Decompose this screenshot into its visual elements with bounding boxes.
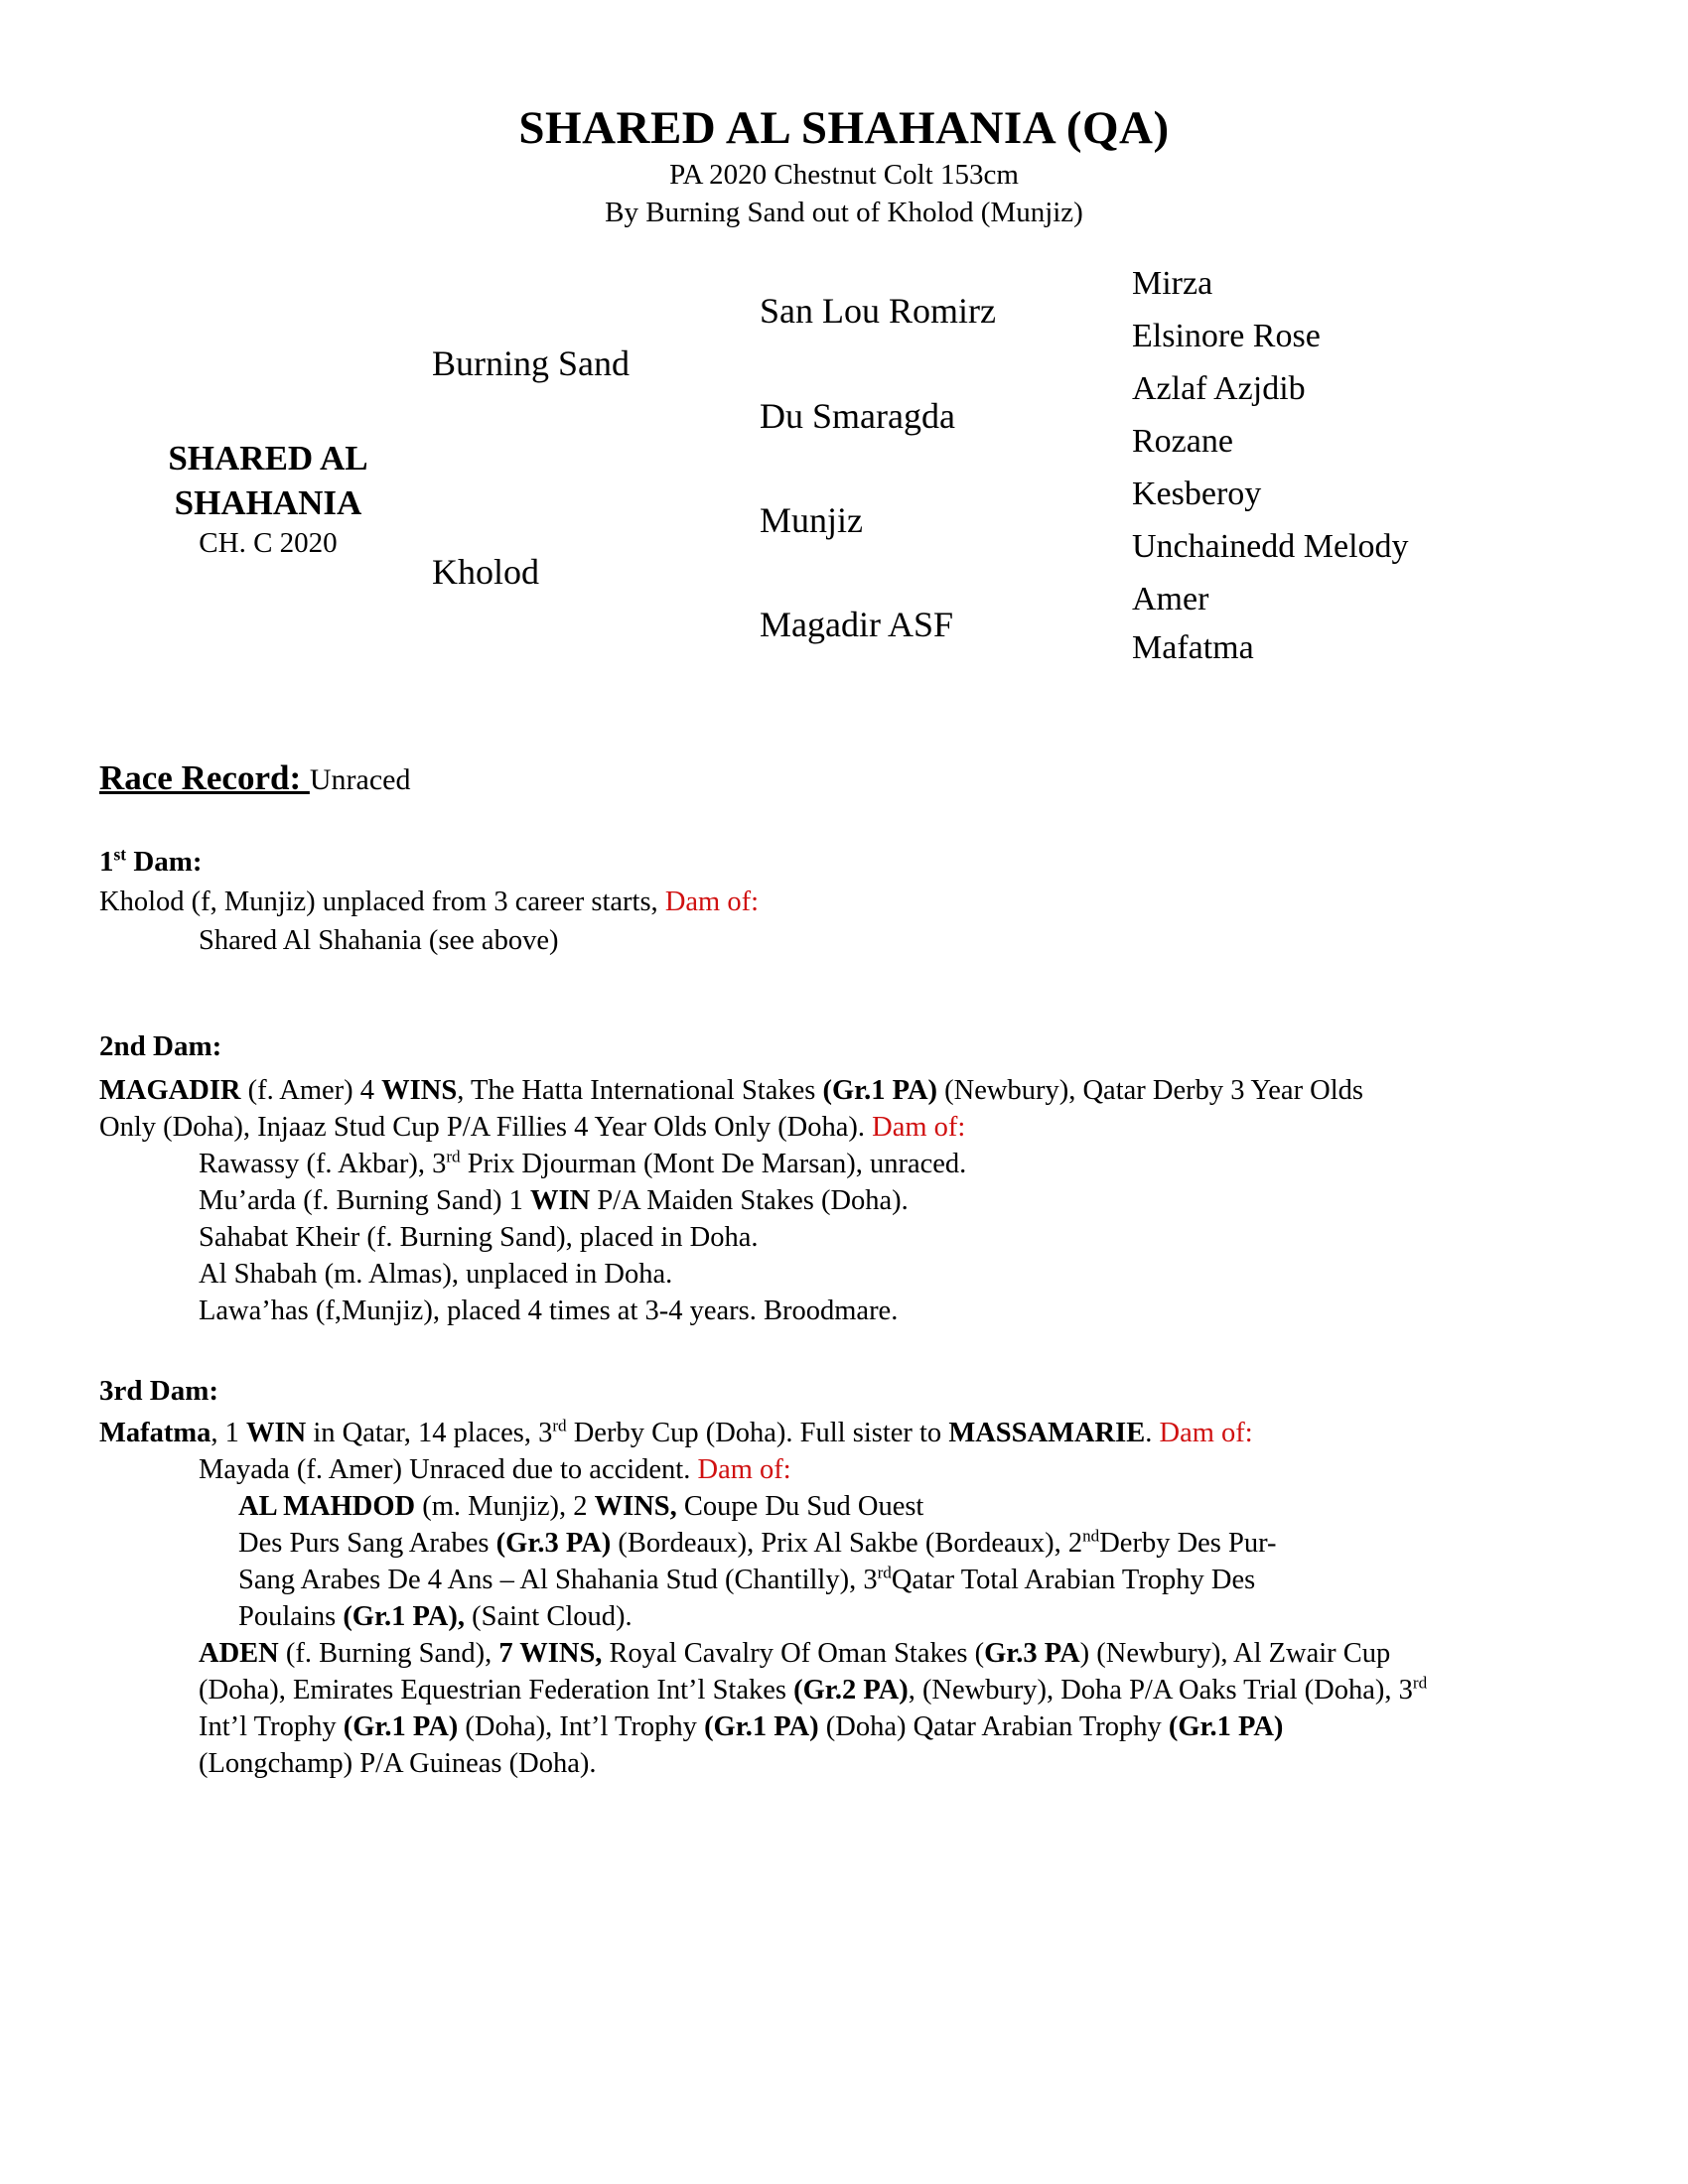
horse-name-line1: SHARED AL [168,439,368,478]
horse-info: CH. C 2020 [199,527,338,559]
aden-line2: (Doha), Emirates Equestrian Federation Int’l Stakes (Gr.2 PA), (Newbury), Doha P/A Oaks Trial (Doha), 3rd [199,1673,1428,1706]
second-dam-offspring: Sahabat Kheir (f. Burning Sand), placed in Doha. [199,1222,759,1253]
race-record [99,758,410,798]
race-record-label: Race Record: [99,758,310,797]
second-dam-heading: 2nd Dam: [99,1030,222,1062]
gen4-ancestor: Mafatma [1132,629,1254,666]
second-dam-offspring: Al Shabah (m. Almas), unplaced in Doha. [199,1259,673,1290]
gen4-ancestor: Kesberoy [1132,476,1262,512]
first-dam-heading: 1st Dam: [99,844,203,878]
dam-name: Kholod [432,552,539,592]
first-dam-offspring: Shared Al Shahania (see above) [199,925,559,956]
race-record-value: Unraced [309,763,411,796]
gen4-ancestor: Elsinore Rose [1132,318,1321,354]
aden-line3: Int’l Trophy (Gr.1 PA) (Doha), Int’l Trophy (Gr.1 PA) (Doha) Qatar Arabian Trophy (Gr.1 PA) [199,1711,1284,1742]
gen4-ancestor: Rozane [1132,423,1233,460]
al-mahdod-line2: Des Purs Sang Arabes (Gr.3 PA) (Bordeaux), Prix Al Sakbe (Bordeaux), 2ndDerby Des Pur- [238,1526,1277,1559]
dam-of-label: Dam of: [1159,1418,1253,1448]
gen4-ancestor: Azlaf Azjdib [1132,370,1306,407]
sire-name: Burning Sand [432,343,631,383]
al-mahdod-line3: Sang Arabes De 4 Ans – Al Shahania Stud (Chantilly), 3rdQatar Total Arabian Trophy Des [238,1563,1256,1595]
dam-of-label: Dam of: [664,887,759,917]
gen3-sire-sire: San Lou Romirz [760,291,996,331]
third-dam-offspring-mayada: Mayada (f. Amer) Unraced due to accident. Dam of: [199,1454,791,1485]
third-dam-heading: 3rd Dam: [99,1375,219,1407]
gen4-ancestor: Unchainedd Melody [1132,528,1409,565]
al-mahdod-line1: AL MAHDOD (m. Munjiz), 2 WINS, Coupe Du Sud Ouest [238,1491,924,1522]
gen4-ancestor: Mirza [1132,265,1213,302]
first-dam-text: Kholod (f, Munjiz) unplaced from 3 career starts, Dam of: [99,887,759,917]
gen4-ancestor: Amer [1132,581,1209,617]
aden-line1: ADEN (f. Burning Sand), 7 WINS, Royal Cavalry Of Oman Stakes (Gr.3 PA) (Newbury), Al Zwair Cup [199,1638,1391,1669]
horse-name-line2: SHAHANIA [174,483,362,522]
second-dam-offspring: Rawassy (f. Akbar), 3rd Prix Djourman (Mont De Marsan), unraced. [199,1147,967,1179]
subtitle-breed-line: PA 2020 Chestnut Colt 153cm [669,159,1019,191]
second-dam-line2: Only (Doha), Injaaz Stud Cup P/A Fillies 4 Year Olds Only (Doha). Dam of: [99,1112,966,1143]
second-dam-offspring: Lawa’has (f,Munjiz), placed 4 times at 3-4 years. Broodmare. [199,1296,899,1326]
page-title: SHARED AL SHAHANIA (QA) [518,102,1170,154]
al-mahdod-line4: Poulains (Gr.1 PA), (Saint Cloud). [238,1601,633,1632]
gen3-dam-dam: Magadir ASF [760,605,954,644]
subtitle-parentage-line: By Burning Sand out of Kholod (Munjiz) [605,197,1083,228]
aden-line4: (Longchamp) P/A Guineas (Doha). [199,1748,597,1779]
third-dam-line1: Mafatma, 1 WIN in Qatar, 14 places, 3rd Derby Cup (Doha). Full sister to MASSAMARIE. Dam of: [99,1416,1253,1448]
dam-of-label: Dam of: [697,1454,791,1485]
second-dam-line1: MAGADIR (f. Amer) 4 WINS, The Hatta International Stakes (Gr.1 PA) (Newbury), Qatar Derby 3 Year Olds [99,1075,1364,1106]
gen3-sire-dam: Du Smaragda [760,396,955,436]
gen3-dam-sire: Munjiz [760,500,863,540]
dam-of-label: Dam of: [872,1112,966,1143]
second-dam-offspring: Mu’arda (f. Burning Sand) 1 WIN P/A Maiden Stakes (Doha). [199,1185,909,1216]
